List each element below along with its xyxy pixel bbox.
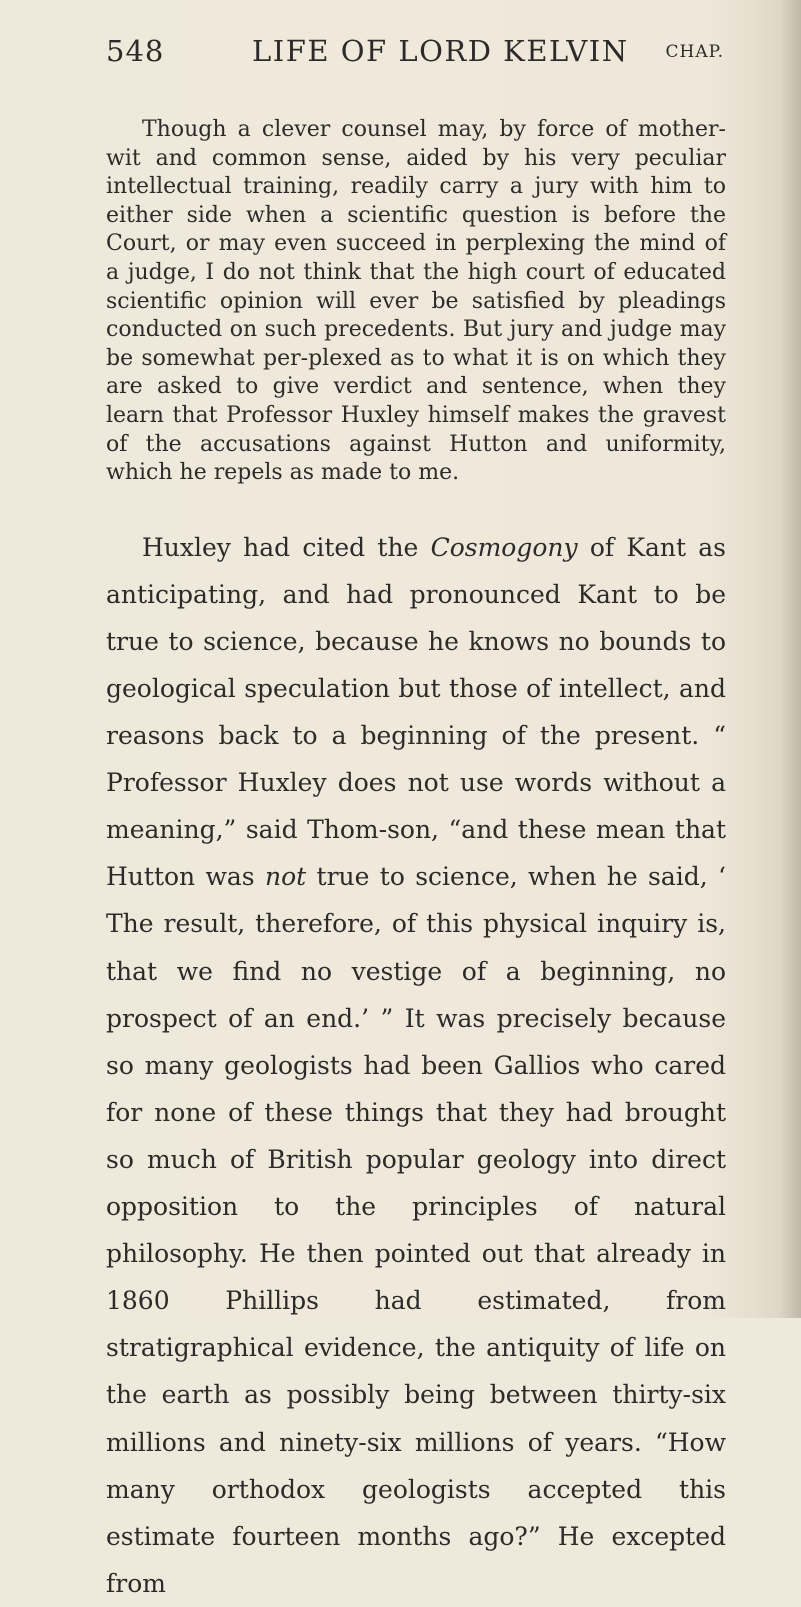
running-head — [106, 34, 724, 74]
chapter-marker: CHAP. — [665, 42, 724, 62]
page-number: 548 — [106, 34, 165, 68]
italic-emphasis-not: not — [264, 862, 307, 892]
quoted-passage: Though a clever counsel may, by force of mother-wit and common sense, aided by his very peculiar intellectual training, readily carry a jury with him to either side when a scientific question is before the Court, or may even succeed in perplexing the mind of a judge, I do not think that the high court of educated scientific opinion will ever be satisfied by pleadings conducted on such precedents. But jury and judge may be somewhat per-plexed as to what it is on which they are asked to give verdict and sentence, when they learn that Professor Huxley himself makes the gravest of the accusations against Hutton and uniformity, which he repels as made to me. — [106, 117, 726, 486]
paragraph-text-part-3: true to science, when he said, ‘ The result, therefore, of this physical inquiry is, that we find no vestige of a beginning, no prospect of an end.’ ” It was precisely because so many geologists had been Gallios who cared for none of these things that they had brought so much of British popular geology into direct opposition to the principles of natural philosophy. He then pointed out that already in 1860 Phillips had estimated, from stratigraphical evidence, the antiquity of life on the earth as possibly being between thirty-six millions and ninety-six millions of years. “How many orthodox geologists accepted this estimate fourteen months ago?” He excepted from — [106, 862, 726, 1598]
page-body — [106, 116, 726, 1607]
italic-book-title: Cosmogony — [430, 532, 578, 562]
running-title: LIFE OF LORD KELVIN — [252, 34, 629, 68]
paragraph-text-part-1: Huxley had cited the — [142, 532, 431, 562]
main-paragraph — [106, 524, 726, 1607]
page-gutter-shadow — [779, 0, 801, 1318]
paragraph-text-part-2: of Kant as anticipating, and had pronounced Kant to be true to science, because he knows no bounds to geological speculation but those of intellect, and reasons back to a beginning of the present. “ Professor Huxley does not use words without a meaning,” said Thom-son, “and these mean that Hutton was — [106, 532, 727, 892]
